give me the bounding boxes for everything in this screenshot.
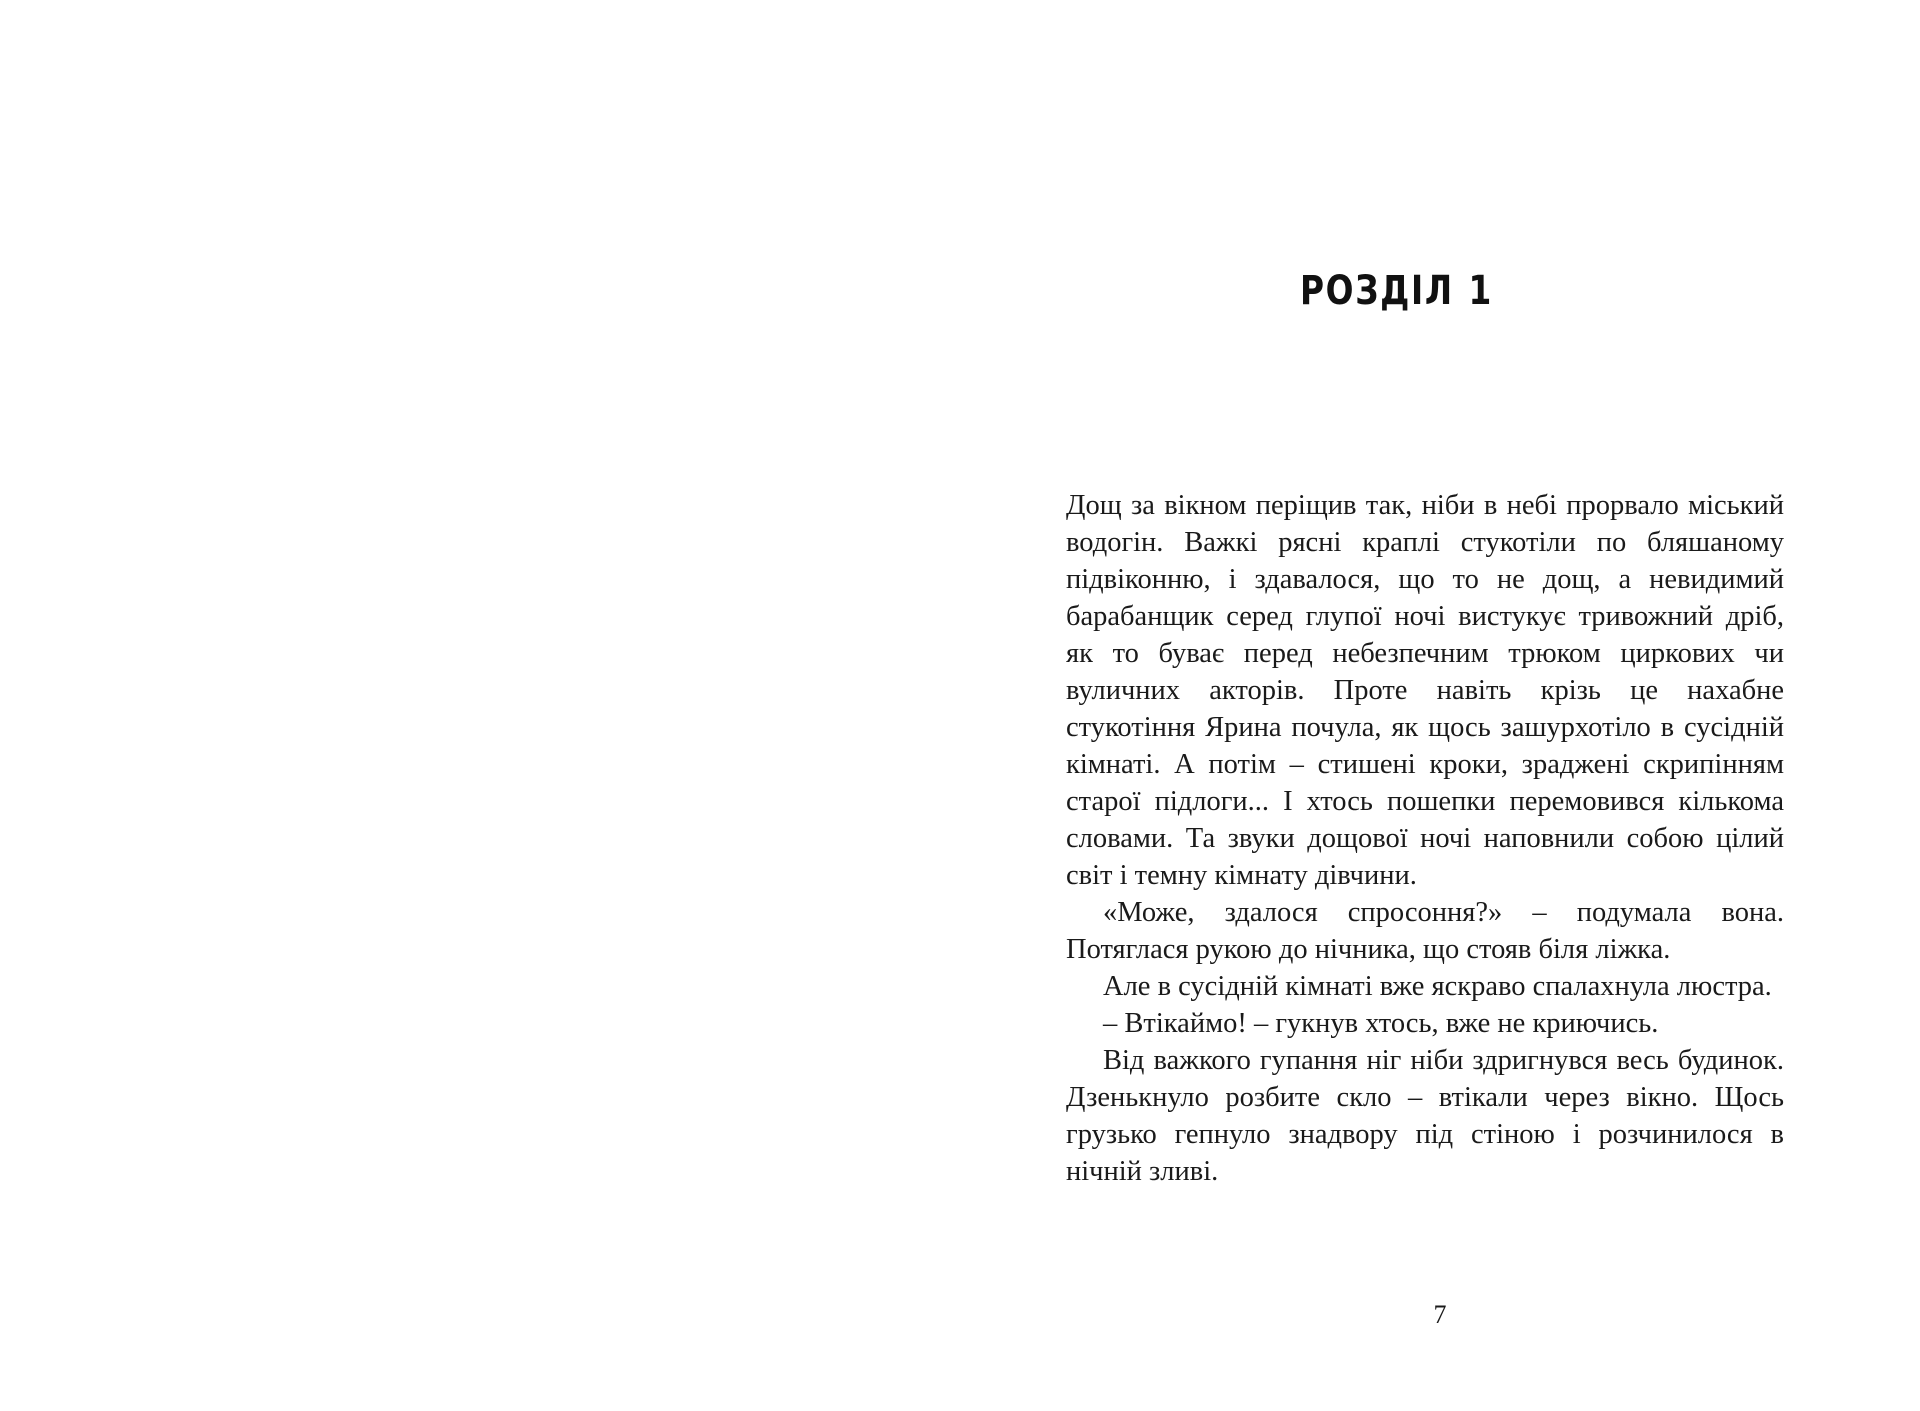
page-number: 7: [1433, 1300, 1447, 1329]
paragraph-5: Від важкого гупання ніг ніби здригнувся весь будинок. Дзенькнуло розбите скло – втікали через вікно. Щось грузько гепнуло знадвору під стіною і розчинилося в нічній зливі.: [1066, 1045, 1784, 1187]
right-page: [960, 0, 1920, 1411]
chapter-title-word: РОЗДІЛ: [1300, 268, 1454, 314]
paragraph-2: «Може, здалося спросоння?» – подумала вона. Потяглася рукою до нічника, що стояв біля ліжка.: [1066, 897, 1784, 965]
paragraph-3: Але в сусідній кімнаті вже яскраво спалахнула люстра.: [1103, 971, 1772, 1002]
paragraph-1: Дощ за вікном періщив так, ніби в небі прорвало міський водогін. Важкі рясні краплі стукотіли по бляшаному підвіконню, і здавалося, що то не дощ, а невидимий барабанщик серед глупої ночі вистукує тривожний дріб, як то буває перед небезпечним трюком циркових чи вуличних акторів. Проте навіть крізь це нахабне стукотіння Ярина почула, як щось зашурхотіло в сусідній кімнаті. А потім – стишені кроки, зраджені скрипінням старої підлоги... І хтось пошепки перемовився кількома словами. Та звуки дощової ночі наповнили собою цілий світ і темну кімнату дівчини.: [1066, 490, 1784, 891]
chapter-body: [1066, 487, 1784, 1190]
chapter-title-number: 1: [1468, 268, 1493, 314]
paragraph-4: – Втікаймо! – гукнув хтось, вже не криючись.: [1103, 1008, 1659, 1039]
chapter-title: [1300, 268, 1710, 314]
